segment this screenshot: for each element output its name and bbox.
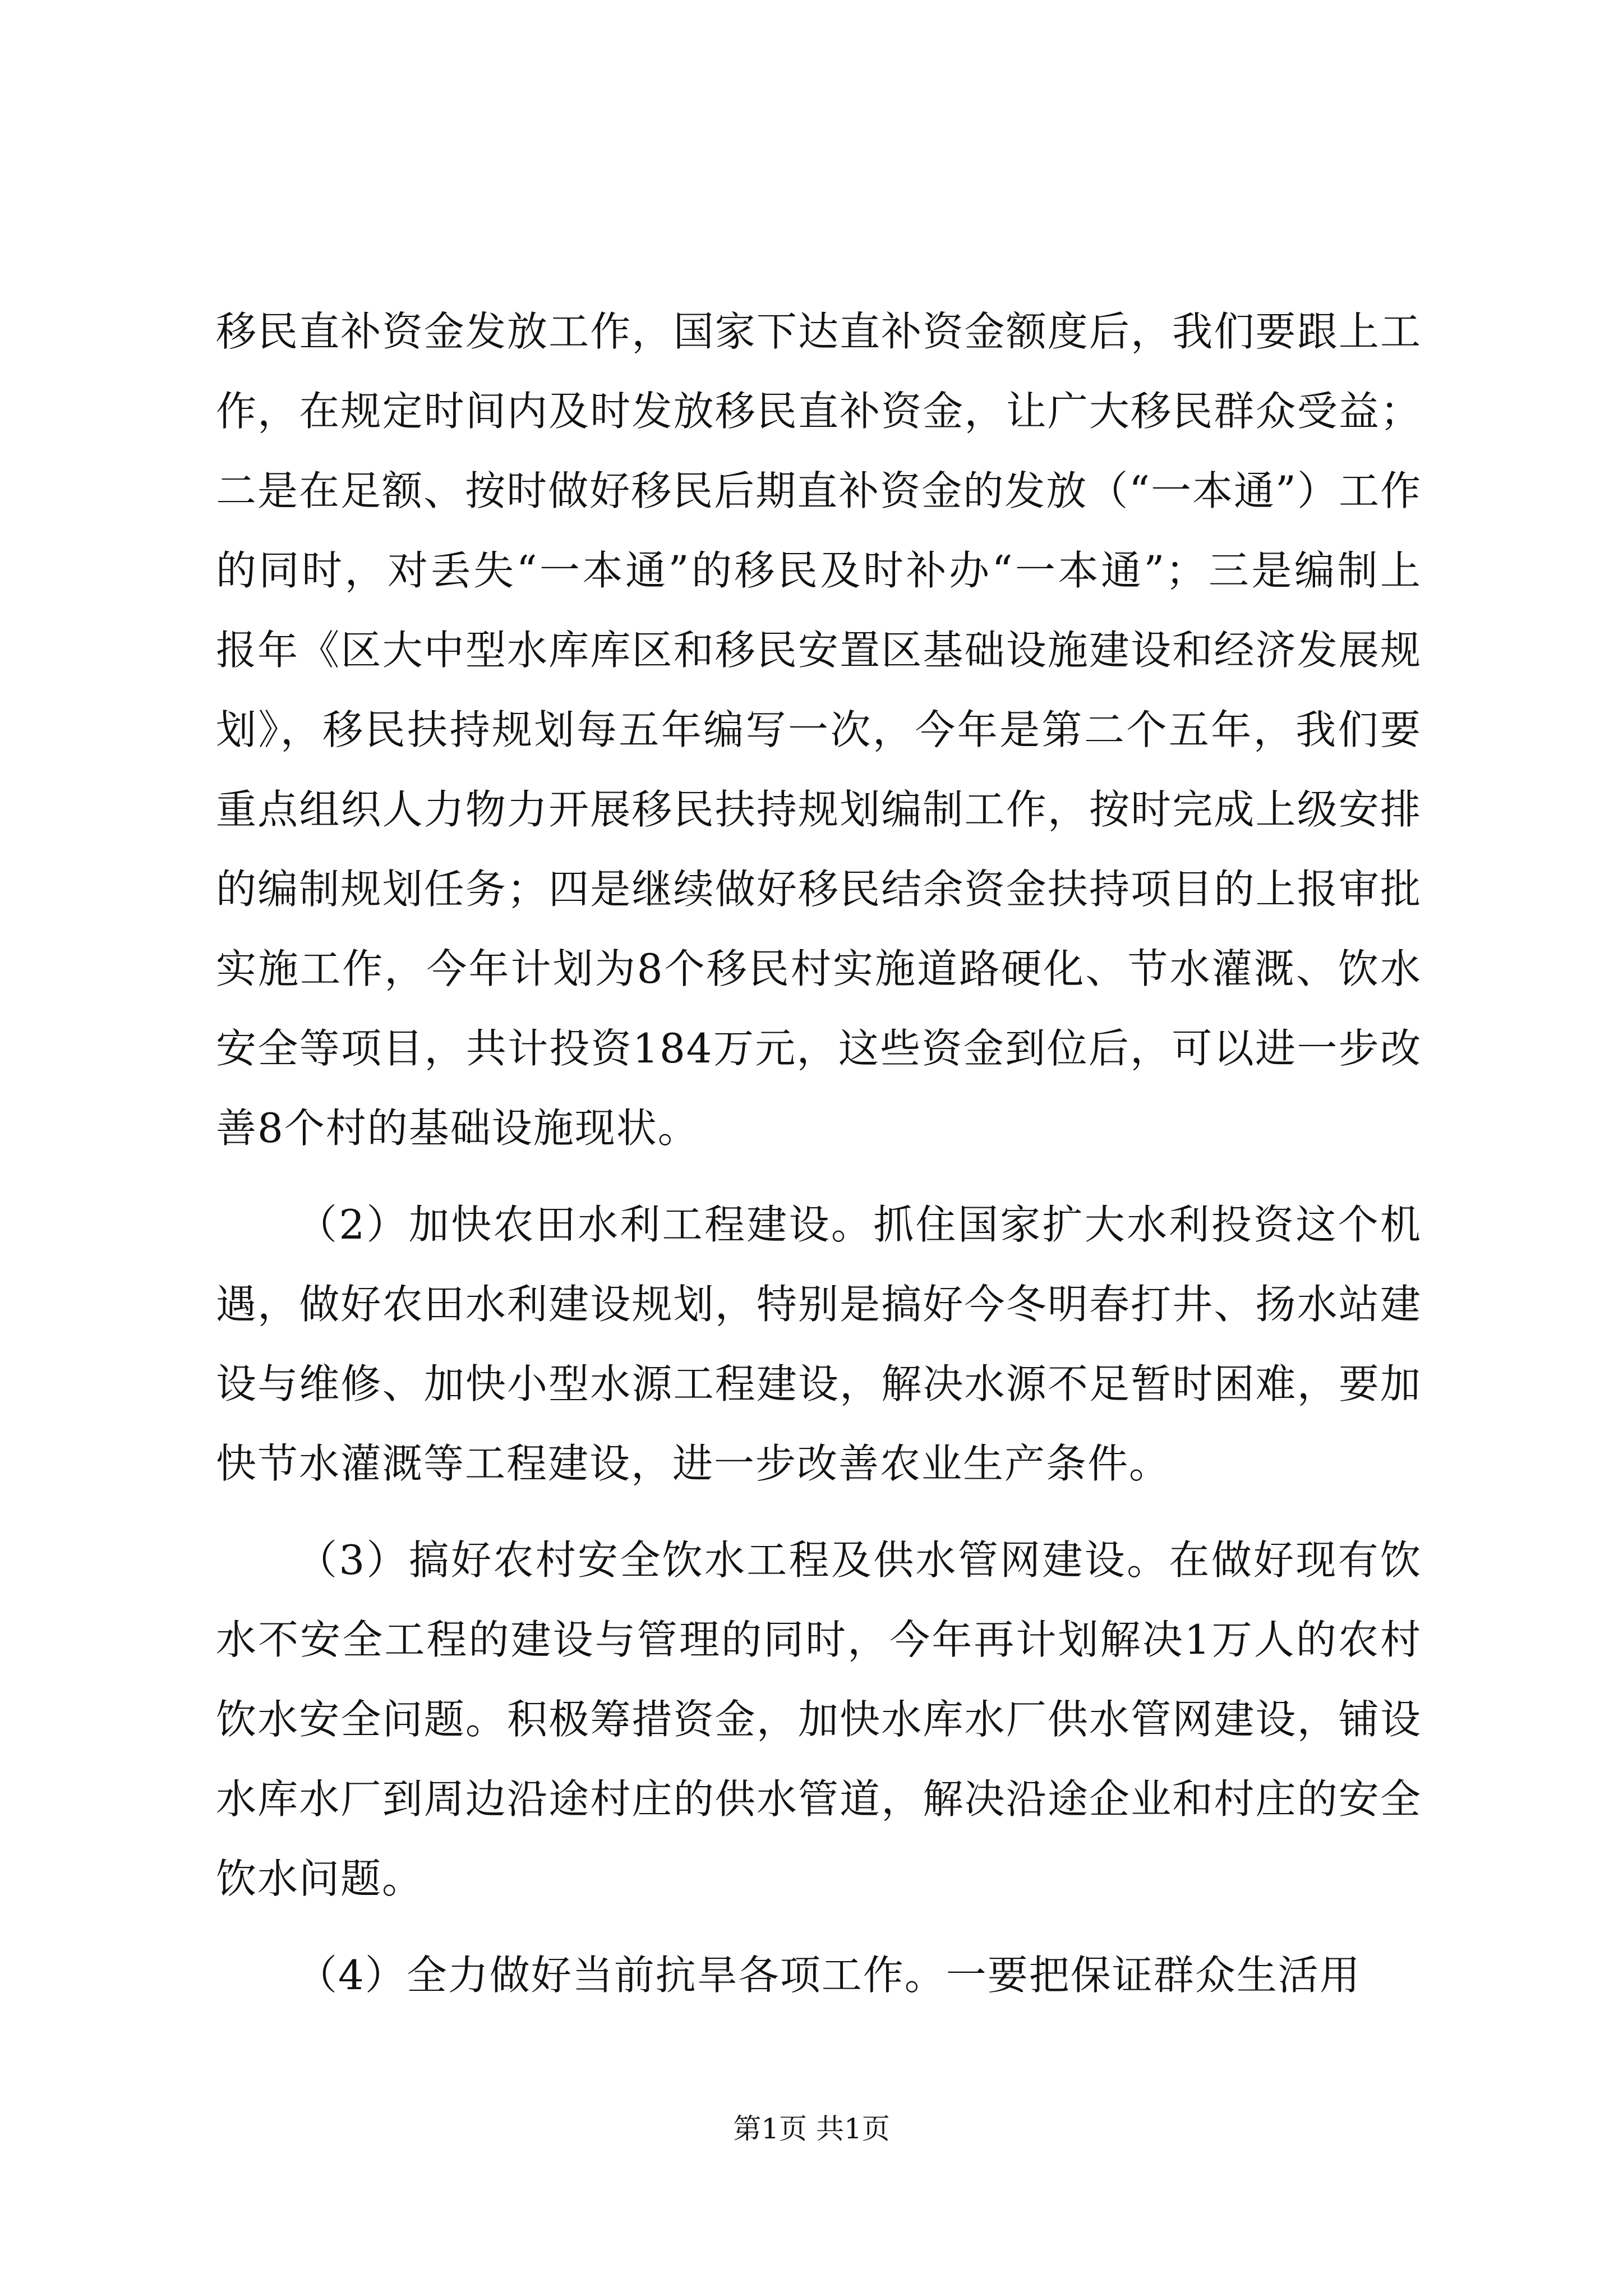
paragraph-item-3: （3）搞好农村安全饮水工程及供水管网建设。在做好现有饮水不安全工程的建设与管理的同时，今年再计划解决1万人的农村饮水安全问题。积极筹措资金，加快水库水厂供水管网建设，铺设水库水厂到周边沿途村庄的供水管道，解决沿途企业和村庄的安全饮水问题。 <box>216 1536 1422 1902</box>
document-body <box>216 292 1422 2032</box>
paragraph-item-4: （4）全力做好当前抗旱各项工作。一要把保证群众生活用 <box>297 1952 1361 1999</box>
page-footer: 第1页 共1页 <box>733 2113 890 2145</box>
paragraph-continued: 移民直补资金发放工作，国家下达直补资金额度后，我们要跟上工作，在规定时间内及时发放移民直补资金，让广大移民群众受益；二是在足额、按时做好移民后期直补资金的发放（“一本通”）工作的同时，对丢失“一本通”的移民及时补办“一本通”；三是编制上报年《区大中型水库库区和移民安置区基础设施建设和经济发展规划》，移民扶持规划每五年编写一次，今年是第二个五年，我们要重点组织人力物力开展移民扶持规划编制工作，按时完成上级安排的编制规划任务；四是继续做好移民结余资金扶持项目的上报审批实施工作，今年计划为8个移民村实施道路硬化、节水灌溉、饮水安全等项目，共计投资184万元，这些资金到位后，可以进一步改善8个村的基础设施现状。 <box>216 308 1422 1152</box>
paragraph-item-2: （2）加快农田水利工程建设。抓住国家扩大水利投资这个机遇，做好农田水利建设规划，特别是搞好今冬明春打井、扬水站建设与维修、加快小型水源工程建设，解决水源不足暂时困难，要加快节水灌溉等工程建设，进一步改善农业生产条件。 <box>216 1201 1422 1487</box>
